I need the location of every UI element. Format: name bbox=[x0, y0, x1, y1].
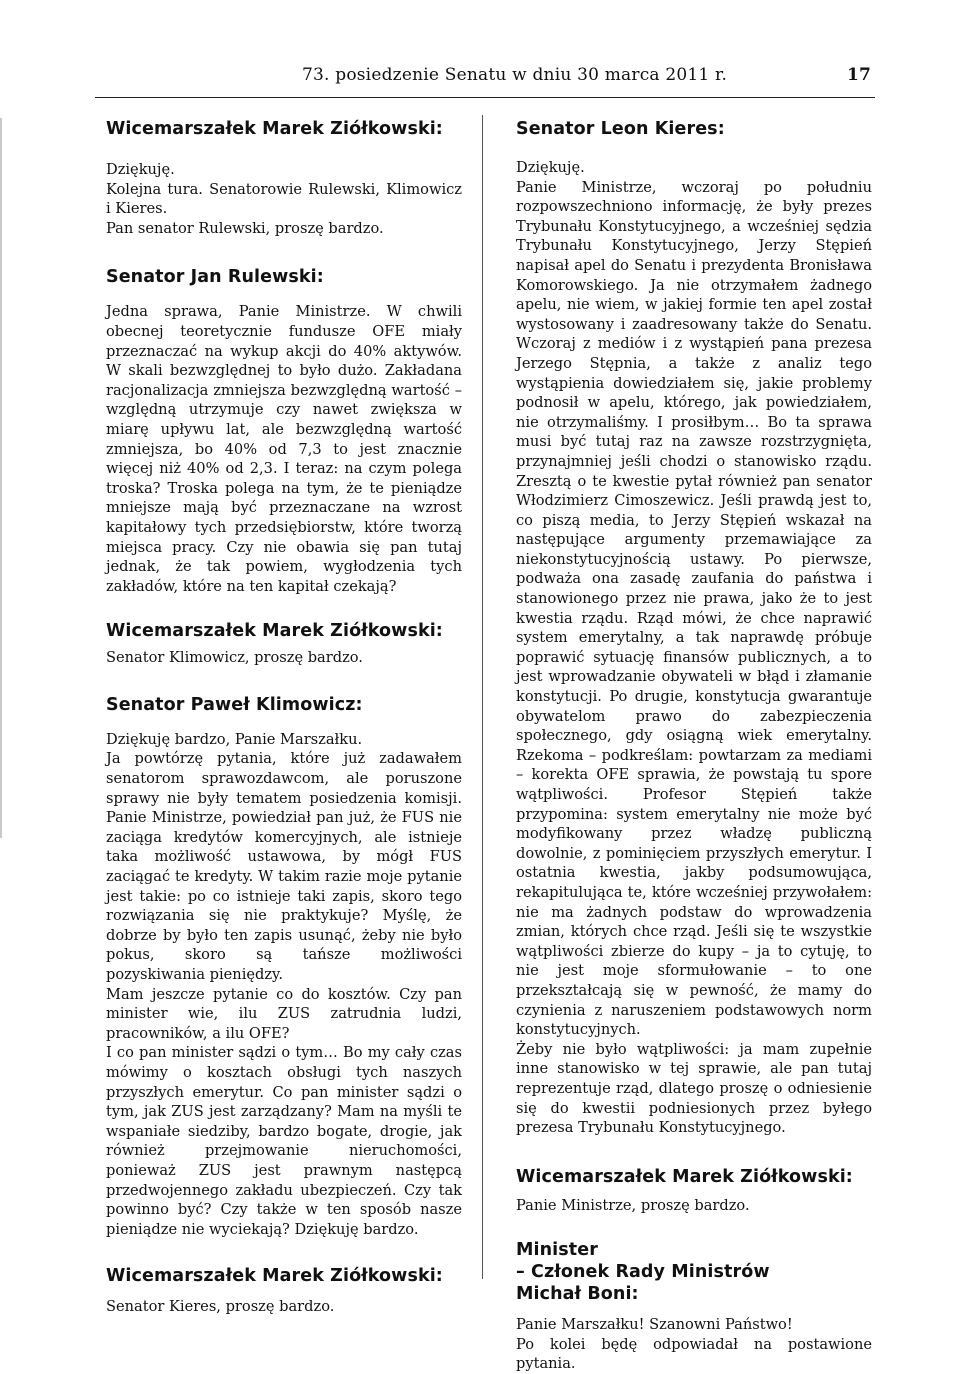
speaker-heading: Minister bbox=[516, 1240, 598, 1261]
left-column bbox=[106, 118, 462, 1317]
paragraph: Mam jeszcze pytanie co do kosztów. Czy pan minister wie, ilu ZUS zatrudnia ludzi, pracowników, a ilu OFE? bbox=[106, 985, 462, 1042]
paragraph: Dziękuję. bbox=[516, 159, 585, 176]
column-divider bbox=[482, 115, 483, 1279]
speaker-heading: Wicemarszałek Marek Ziółkowski: bbox=[106, 1266, 443, 1287]
speaker-heading: Senator Jan Rulewski: bbox=[106, 267, 324, 288]
speaker-heading: Senator Paweł Klimowicz: bbox=[106, 694, 363, 715]
speaker-heading: Wicemarszałek Marek Ziółkowski: bbox=[106, 119, 443, 139]
speaker-heading: Wicemarszałek Marek Ziółkowski: bbox=[516, 1166, 853, 1187]
paragraph: Kolejna tura. Senatorowie Rulewski, Klimowicz i Kieres. bbox=[106, 180, 462, 218]
page-edge-shadow bbox=[0, 118, 2, 838]
paragraph: Panie Ministrze, wczoraj po południu rozpowszechniono informację, że były prezes Trybunału Konstytucyjnego, a wcześniej sędzia Trybunału Konstytucyjnego, Jerzy Stępień napisał apel do Senatu i prezydenta Bronisława Komorowskiego. Ja nie otrzymałem żadnego apelu, nie wiem, w jakiej formie ten apel został wystosowany i zaadresowany także do Senatu. Wczoraj z mediów i z wystąpień pana prezesa Jerzego Stępnia, a także z analiz tego wystąpienia dowiedziałem się, jakie problemy podnosił w apelu, którego, jak powiedziałem, nie otrzymaliśmy. I prosiłbym… Bo ta sprawa musi być tutaj raz na zawsze rozstrzygnięta, przynajmniej jeśli chodzi o stanowisko rządu. Zresztą o te kwestie pytał również pan senator Włodzimierz Cimoszewicz. Jeśli prawdą jest to, co piszą media, to Jerzy Stępień wskazał na następujące argumenty przemawiające za niekonstytucyjnością ustawy. Po pierwsze, podważa ona zasadę zaufania do państwa i stanowionego przez nie prawa, jako że to jest kwestia rządu. Rząd mówi, że chce naprawić system emerytalny, a tak naprawdę próbuje poprawić sytuację finansów publicznych, a to jest wprowadzanie obywateli w błąd i złamanie konstytucji. Po drugie, konstytucja gwarantuje obywatelom prawo do zabezpieczenia społecznego, gdy osiągną wiek emerytalny. Rzekoma – podkreślam: powtarzam za mediami – korekta OFE sprawia, że powstają tu spore wątpliwości. Profesor Stępień także przypomina: system emerytalny nie może być modyfikowany przez władzę publiczną dowolnie, z pominięciem przyszłych emerytur. I ostatnia kwestia, jakby podsumowująca, rekapitulująca te, które wcześniej przywołałem: nie ma żadnych podstaw do wprowadzenia zmian, których chce rząd. Jeśli się te wszystkie wątpliwości zbierze do kupy – ja to cytuję, to nie jest moje sformułowanie – to one przekształcają się w pewność, że mamy do czynienia z naruszeniem podstawowych norm konstytucyjnych. bbox=[516, 178, 872, 1039]
page-number: 17 bbox=[846, 65, 871, 85]
paragraph: Pan senator Rulewski, proszę bardzo. bbox=[106, 219, 384, 237]
paragraph: Panie Marszałku! Szanowni Państwo! bbox=[516, 1316, 793, 1334]
speaker-heading: Senator Leon Kieres: bbox=[516, 119, 725, 139]
paragraph: I co pan minister sądzi o tym… Bo my cały czas mówimy o kosztach obsługi tych naszych przyszłych emerytur. Co pan minister sądzi o tym, jak ZUS jest zarządzany? Mam na myśli te wspaniałe siedziby, bardzo bogate, drogie, jak również przejmowanie nieruchomości, ponieważ ZUS jest prawnym następcą przedwojennego zakładu ubezpieczeń. Czy tak powinno być? Czy także w ten sposób nasze pieniądze nie wyciekają? Dziękuję bardzo. bbox=[106, 1044, 462, 1238]
paragraph: Dziękuję. bbox=[106, 161, 175, 178]
paragraph: Ja powtórzę pytania, które już zadawałem senatorom sprawozdawcom, ale poruszone sprawy nie były tematem posiedzenia komisji. Panie Ministrze, powiedział pan już, że FUS nie zaciąga kredytów komercyjnych, ale istnieje taka możliwość ustawowa, by mógł FUS zaciągać te kredyty. W takim razie moje pytanie jest takie: po co istnieje taki zapis, skoro tego rozwiązania się nie praktykuje? Myślę, że dobrze by było ten zapis usunąć, żeby nie było pokus, skoro są tańsze możliwości pozyskiwania pieniędzy. bbox=[106, 750, 462, 983]
paragraph: Senator Klimowicz, proszę bardzo. bbox=[106, 649, 363, 667]
speaker-heading: Michał Boni: bbox=[516, 1284, 639, 1305]
speaker-heading: Wicemarszałek Marek Ziółkowski: bbox=[106, 621, 443, 642]
paragraph: Po kolei będę odpowiadał na postawione pytania. bbox=[516, 1335, 872, 1373]
paragraph: Senator Kieres, proszę bardzo. bbox=[106, 1298, 335, 1316]
header-title: 73. posiedzenie Senatu w dniu 30 marca 2011 r. bbox=[302, 65, 728, 85]
header-rule bbox=[95, 97, 875, 98]
paragraph: Żeby nie było wątpliwości: ja mam zupełnie inne stanowisko w tej sprawie, ale pan tutaj reprezentuje rząd, dlatego proszę o odniesienie się do kwestii podniesionych przez byłego prezesa Trybunału Konstytucyjnego. bbox=[516, 1040, 872, 1137]
page-header bbox=[95, 65, 875, 89]
right-column bbox=[516, 118, 872, 1374]
paragraph: Jedna sprawa, Panie Ministrze. W chwili obecnej teoretycznie fundusze OFE miały przeznaczać na wykup akcji do 40% aktywów. W skali bezwzględnej to było dużo. Zakładana racjonalizacja zmniejsza bezwzględną wartość – względną utrzymuje czy nawet zwiększa w miarę upływu lat, ale bezwzględną wartość zmniejsza, bo 40% od 7,3 to jest znacznie więcej niż 40% od 2,3. I teraz: na czym polega troska? Troska polega na tym, że te pieniądze mniejsze mają być przeznaczane na wzrost kapitałowy tych przedsiębiorstw, które tworzą miejsca pracy. Czy nie obawia się pan tutaj jednak, że tak powiem, wygłodzenia tych zakładów, które na ten kapitał czekają? bbox=[106, 303, 462, 595]
speaker-heading: – Członek Rady Ministrów bbox=[516, 1262, 770, 1283]
paragraph: Panie Ministrze, proszę bardzo. bbox=[516, 1196, 750, 1214]
paragraph: Dziękuję bardzo, Panie Marszałku. bbox=[106, 730, 363, 748]
